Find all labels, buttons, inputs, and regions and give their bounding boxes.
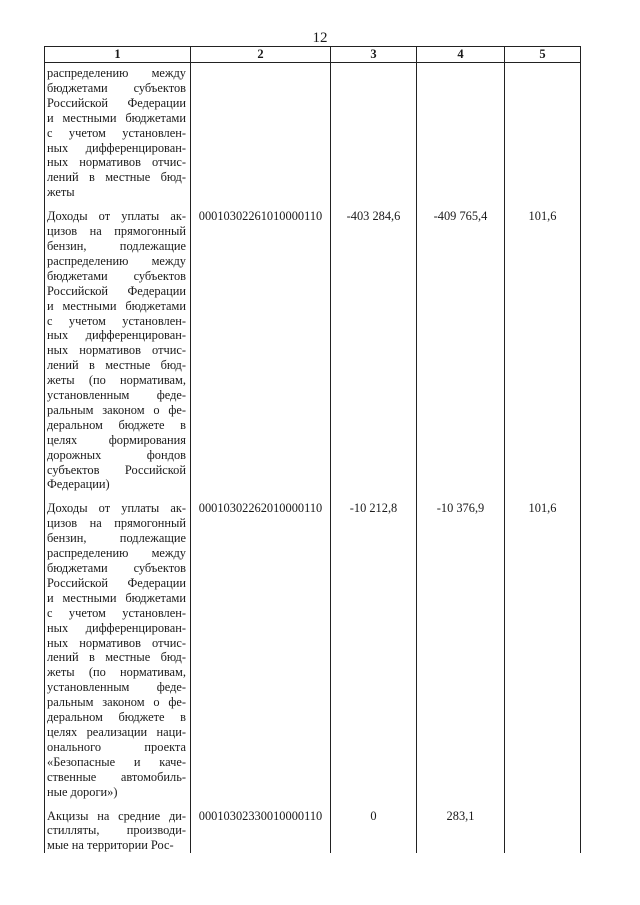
description-line: деральном бюджете в — [47, 417, 186, 432]
column-header-4: 4 — [417, 47, 505, 63]
row-value-col3: -10 212,8 — [331, 492, 417, 799]
row-value-col4 — [417, 63, 505, 201]
description-line: бюджетами субъектов — [47, 80, 186, 95]
page-number: 12 — [312, 30, 328, 46]
description-line: бюджетами субъектов — [47, 268, 186, 283]
row-value-col5 — [505, 800, 581, 854]
description-line: субъектов Российской — [47, 462, 186, 477]
description-line: установленным феде- — [47, 388, 186, 403]
description-line: распределению между — [47, 253, 186, 268]
description-line: цизов на прямогонный — [47, 224, 186, 239]
row-value-col4: -10 376,9 — [417, 492, 505, 799]
description-line: цизов на прямогонный — [47, 516, 186, 531]
column-header-1: 1 — [45, 47, 191, 63]
description-line: и местными бюджетами — [47, 590, 186, 605]
description-line: жеты (по нормативам, — [47, 373, 186, 388]
description-line: «Безопасные и каче- — [47, 754, 186, 769]
column-header-5: 5 — [505, 47, 581, 63]
row-value-col3: -403 284,6 — [331, 200, 417, 492]
table-body — [45, 63, 581, 854]
row-value-col5: 101,6 — [505, 200, 581, 492]
description-line: Российской Федерации — [47, 575, 186, 590]
description-line: стилляты, производи- — [47, 823, 186, 838]
description-line: ных нормативов отчис- — [47, 155, 186, 170]
row-value-col5: 101,6 — [505, 492, 581, 799]
row-description — [45, 800, 191, 854]
description-line: установленным феде- — [47, 680, 186, 695]
budget-table — [44, 46, 581, 853]
description-line: распределению между — [47, 66, 186, 80]
description-line: ные дороги») — [47, 784, 118, 799]
description-line: и местными бюджетами — [47, 298, 186, 313]
description-line: бензин, подлежащие — [47, 531, 186, 546]
description-line: жеты — [47, 185, 75, 200]
table-row — [45, 492, 581, 799]
column-header-3: 3 — [331, 47, 417, 63]
table-header-row — [45, 47, 581, 63]
description-line: лений в местные бюд- — [47, 358, 186, 373]
description-line: лений в местные бюд- — [47, 650, 186, 665]
table-row — [45, 800, 581, 854]
row-value-col4: 283,1 — [417, 800, 505, 854]
description-line: мые на территории Рос- — [47, 838, 174, 853]
description-line: ных дифференцирован- — [47, 620, 186, 635]
description-line: ральным законом о фе- — [47, 402, 186, 417]
description-line: жеты (по нормативам, — [47, 665, 186, 680]
description-line: ственные автомобиль- — [47, 769, 186, 784]
description-line: бензин, подлежащие — [47, 238, 186, 253]
description-line: лений в местные бюд- — [47, 170, 186, 185]
description-line: бюджетами субъектов — [47, 561, 186, 575]
row-description — [45, 200, 191, 492]
row-value-col5 — [505, 63, 581, 201]
description-line: целях реализации наци- — [47, 724, 186, 739]
description-line: деральном бюджете в — [47, 710, 186, 725]
description-line: ных нормативов отчис- — [47, 343, 186, 358]
description-line: целях формирования — [47, 432, 186, 447]
description-line: Российской Федерации — [47, 95, 186, 110]
description-line: ных дифференцирован- — [47, 328, 186, 343]
description-line: Акцизы на средние ди- — [47, 808, 186, 823]
row-value-col3: 0 — [331, 800, 417, 854]
description-line: и местными бюджетами — [47, 110, 186, 125]
description-line: онального проекта — [47, 739, 186, 754]
row-code: 00010302330010000110 — [191, 800, 331, 854]
description-line: Доходы от уплаты ак- — [47, 501, 186, 516]
row-description — [45, 492, 191, 799]
description-line: ных дифференцирован- — [47, 140, 186, 155]
description-line: с учетом установлен- — [47, 313, 186, 328]
description-line: распределению между — [47, 546, 186, 561]
description-line: дорожных фондов — [47, 447, 186, 462]
description-line: с учетом установлен- — [47, 125, 186, 140]
row-code — [191, 63, 331, 201]
description-line: ных нормативов отчис- — [47, 635, 186, 650]
row-value-col3 — [331, 63, 417, 201]
description-line: с учетом установлен- — [47, 605, 186, 620]
row-code: 00010302261010000110 — [191, 200, 331, 492]
column-header-2: 2 — [191, 47, 331, 63]
table-row — [45, 200, 581, 492]
table-row — [45, 63, 581, 201]
row-description — [45, 63, 191, 201]
description-line: Доходы от уплаты ак- — [47, 209, 186, 224]
description-line: Федерации) — [47, 477, 110, 492]
description-line: ральным законом о фе- — [47, 695, 186, 710]
description-line: Российской Федерации — [47, 283, 186, 298]
row-value-col4: -409 765,4 — [417, 200, 505, 492]
row-code: 00010302262010000110 — [191, 492, 331, 799]
